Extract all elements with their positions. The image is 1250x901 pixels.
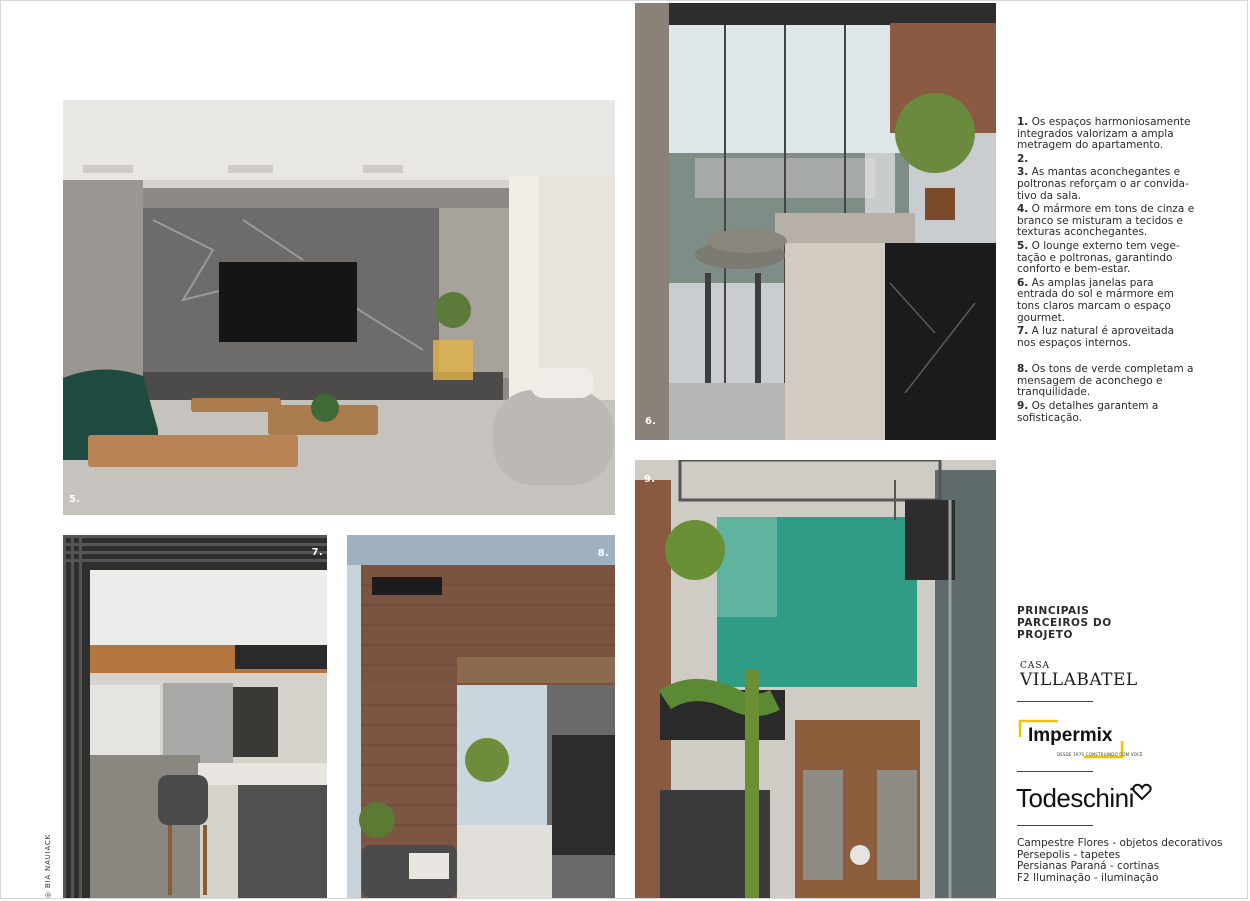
logo-divider [1017, 825, 1093, 826]
supplier-item: Persepolis - tapetes [1017, 848, 1121, 861]
photo-number: 5. [69, 494, 81, 505]
photo-number: 7. [311, 547, 323, 558]
caption-item: 6. As amplas janelas para entrada do sol e mármore em tons claros marcam o espaço gourmet. [1017, 276, 1174, 324]
photo-number: 6. [645, 416, 657, 427]
impermix-tagline: DESDE 1970 CONSTRUINDO COM VOCÊ [1057, 752, 1143, 757]
logo-divider [1017, 701, 1093, 702]
heart-icon [1132, 783, 1152, 801]
caption-item: 8. Os tons de verde completam a mensagem de aconchego e tranquilidade. [1017, 363, 1194, 399]
camera-icon: ◎ [44, 891, 52, 898]
photo-credit [44, 834, 52, 898]
supplier-item: Campestre Flores - objetos decorativos [1017, 837, 1223, 849]
caption-item: 4. O mármore em tons de cinza e branco se misturam a tecidos e texturas aconchegantes. [1017, 203, 1195, 239]
caption-item: 2. [1017, 152, 1029, 165]
captions-list [1017, 117, 1195, 426]
villabatel-logo-small: CASA [1020, 661, 1051, 671]
partners-title: PRINCIPAIS PARCEIROS DO PROJETO [1017, 605, 1112, 641]
suppliers-list [1017, 837, 1223, 884]
photo-pool-aerial [635, 460, 996, 898]
photo-number: 9. [644, 474, 656, 485]
logo-divider [1017, 771, 1093, 772]
impermix-logo: Impermix [1028, 725, 1113, 746]
caption-item: 5. O lounge externo tem vege-tação e poltronas, garantindo conforto e bem-estar. [1017, 239, 1180, 276]
caption-item: 9. Os detalhes garantem a sofisticação. [1017, 400, 1159, 424]
photo-terrace [347, 535, 615, 898]
todeschini-logo: Todeschini [1016, 783, 1134, 813]
photo-living-room [63, 100, 615, 515]
caption-item: 1. Os espaços harmoniosamente integrados valorizam a ampla metragem do apartamento. [1017, 116, 1191, 152]
caption-item: 7. A luz natural é aproveitada nos espaços internos. [1017, 325, 1175, 349]
photo-number: 8. [597, 548, 609, 559]
photo-credit-text: BIA NAUIACK [44, 834, 52, 889]
villabatel-logo: VILLABATEL [1020, 670, 1138, 690]
photo-kitchen [63, 535, 327, 898]
caption-item: 3. As mantas aconchegantes e poltronas reforçam o ar convida-tivo da sala. [1017, 166, 1189, 202]
photo-gourmet-bar [635, 3, 996, 440]
supplier-item: F2 Iluminação - iluminação [1017, 871, 1159, 884]
supplier-item: Persianas Paraná - cortinas [1017, 860, 1160, 873]
